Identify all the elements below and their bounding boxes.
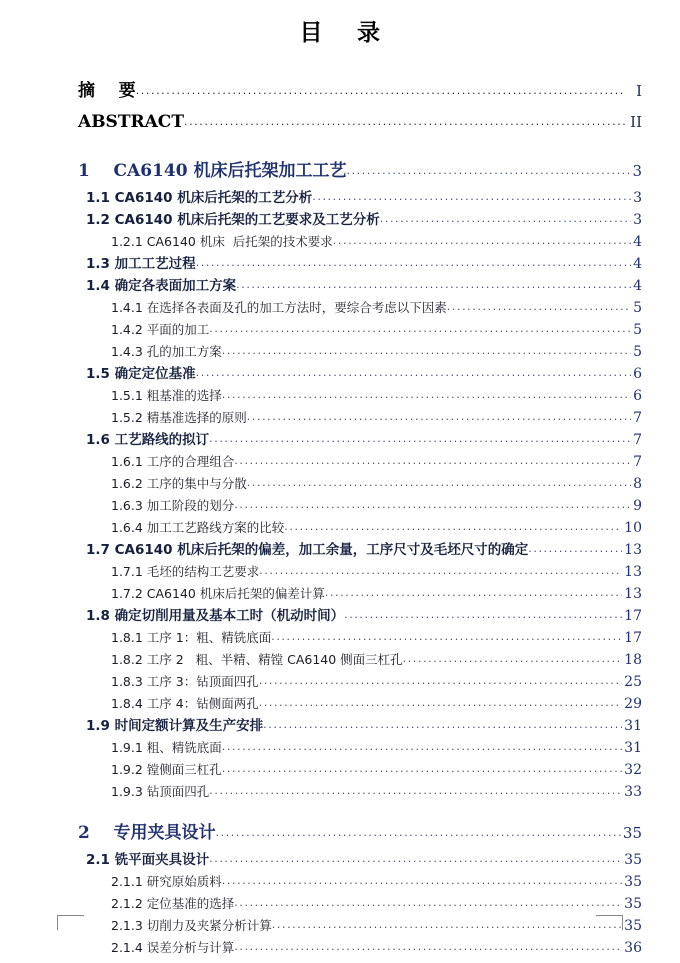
toc-entry-page-number: 35 — [624, 896, 642, 912]
dot-leader — [234, 941, 622, 952]
toc-entry-page-number: 7 — [633, 454, 642, 470]
toc-entry-label: 1.7 CA6140 机床后托架的偏差，加工余量，工序尺寸及毛坯尺寸的确定 — [86, 542, 529, 558]
dot-leader — [236, 279, 631, 290]
toc-entry-label: 1.6.2 工序的集中与分散 — [111, 476, 247, 491]
toc-entry-label: 1.2 CA6140 机床后托架的工艺要求及工艺分析 — [86, 212, 380, 228]
toc-entry-label: 2 专用夹具设计 — [78, 823, 216, 843]
toc-entry-label: 1.9.2 镗侧面三杠孔 — [111, 762, 222, 777]
dot-leader — [196, 367, 631, 378]
crop-mark-bottom-left — [57, 915, 84, 930]
toc-entry-level-3[interactable] — [78, 875, 642, 897]
toc-entry-label: 1.9.3 钻顶面四孔 — [111, 784, 210, 799]
dot-leader — [247, 477, 631, 488]
dot-leader — [325, 587, 622, 598]
dot-leader — [263, 719, 622, 730]
toc-entry-level-3[interactable] — [78, 455, 642, 477]
toc-entry-label: 1.7.2 CA6140 机床后托架的偏差计算 — [111, 586, 325, 601]
toc-entry-page-number: 35 — [622, 824, 642, 842]
toc-entry-label: 1.5.1 粗基准的选择 — [111, 388, 222, 403]
toc-entry-level-2[interactable] — [78, 279, 642, 301]
toc-entry-label: 摘 要 — [78, 81, 136, 101]
dot-leader — [136, 85, 626, 96]
toc-entry-page-number: II — [630, 113, 642, 131]
toc-entry-label: 2.1.3 切削力及夹紧分析计算 — [111, 918, 272, 933]
dot-leader — [528, 543, 622, 554]
toc-entry-level-3[interactable] — [78, 499, 642, 521]
toc-entry-label: 1.8.1 工序 1：粗、精铣底面 — [111, 630, 272, 645]
toc-entry-level-3[interactable] — [78, 631, 642, 653]
toc-entry-level-1[interactable] — [78, 825, 642, 853]
toc-entry-page-number: 29 — [624, 696, 642, 712]
toc-entry-level-3[interactable] — [78, 763, 642, 785]
toc-entry-page-number: 32 — [624, 762, 642, 778]
toc-entry-page-number: I — [636, 82, 642, 100]
dot-leader — [222, 741, 622, 752]
dot-leader — [216, 827, 621, 838]
toc-entry-label: 1 CA6140 机床后托架加工工艺 — [78, 161, 347, 181]
toc-entry-page-number: 5 — [633, 322, 642, 338]
toc-entry-page-number: 17 — [624, 608, 642, 624]
toc-entry-level-3[interactable] — [78, 477, 642, 499]
dot-leader — [380, 213, 631, 224]
dot-leader — [271, 631, 622, 642]
dot-leader — [209, 323, 631, 334]
toc-entry-label: 2.1.1 研究原始质料 — [111, 874, 222, 889]
toc-entry-level-2[interactable] — [78, 213, 642, 235]
front-matter-list — [0, 83, 680, 145]
toc-entry-label: 1.8.2 工序 2 粗、半精、精镗 CA6140 侧面三杠孔 — [111, 652, 403, 667]
toc-entry-page-number: 36 — [624, 940, 642, 956]
dot-leader — [184, 116, 626, 127]
dot-leader — [284, 521, 622, 532]
dot-leader — [222, 875, 622, 886]
toc-entry-level-3[interactable] — [78, 323, 642, 345]
toc-entry-level-3[interactable] — [78, 521, 642, 543]
toc-entry-label: 1.6 工艺路线的拟订 — [86, 432, 210, 448]
toc-entry-page-number: 35 — [624, 852, 642, 868]
toc-entry-page-number: 25 — [624, 674, 642, 690]
toc-entry-level-3[interactable] — [78, 587, 642, 609]
dot-leader — [272, 919, 622, 930]
toc-entry-page-number: 3 — [633, 190, 642, 206]
toc-entry-label: 1.7.1 毛坯的结构工艺要求 — [111, 564, 260, 579]
toc-entry-label: 1.5 确定定位基准 — [86, 366, 196, 382]
toc-entry-page-number: 17 — [624, 630, 642, 646]
toc-entry-level-3[interactable] — [78, 741, 642, 763]
toc-entry-level-3[interactable] — [78, 411, 642, 433]
toc-entry-page-number: 10 — [624, 520, 642, 536]
toc-entry-label: 1.4.1 在选择各表面及孔的加工方法时，要综合考虑以下因素 — [111, 300, 447, 315]
toc-entry-level-3[interactable] — [78, 897, 642, 919]
toc-entry-label: 1.6.3 加工阶段的划分 — [111, 498, 235, 513]
toc-entry-level-2[interactable] — [78, 433, 642, 455]
toc-entry-page-number: 31 — [624, 740, 642, 756]
toc-entry-label: 2.1 铣平面夹具设计 — [86, 852, 210, 868]
toc-entry-page-number: 6 — [633, 366, 642, 382]
toc-entry-page-number: 9 — [633, 498, 642, 514]
dot-leader — [209, 433, 631, 444]
dot-leader — [222, 345, 631, 356]
toc-entry-label: 1.3 加工工艺过程 — [86, 256, 196, 272]
toc-entry-page-number: 35 — [624, 874, 642, 890]
toc-entry-label: 1.8 确定切削用量及基本工时（机动时间） — [86, 608, 345, 624]
dot-leader — [234, 455, 631, 466]
dot-leader — [209, 853, 622, 864]
toc-entry-page-number: 35 — [624, 918, 642, 934]
toc-entry-page-number: 3 — [632, 162, 642, 180]
toc-entry-label: 1.5.2 精基准选择的原则 — [111, 410, 247, 425]
toc-entry-label: 1.6.1 工序的合理组合 — [111, 454, 235, 469]
dot-leader — [346, 165, 630, 176]
toc-entry-label: 1.4 确定各表面加工方案 — [86, 278, 237, 294]
toc-entry-page-number: 13 — [624, 586, 642, 602]
toc-entry-level-3[interactable] — [78, 345, 642, 367]
toc-entry-level-3[interactable] — [78, 653, 642, 675]
dot-leader — [247, 411, 631, 422]
toc-entry-level-2[interactable] — [78, 191, 642, 213]
toc-entry-level-3[interactable] — [78, 941, 642, 963]
toc-entry-level-2[interactable] — [78, 543, 642, 565]
toc-entry-level-1[interactable] — [78, 163, 642, 191]
toc-entry-page-number: 7 — [633, 410, 642, 426]
toc-entry-level-3[interactable] — [78, 697, 642, 719]
toc-entry-label: ABSTRACT — [78, 112, 184, 132]
toc-entry-label: 1.4.3 孔的加工方案 — [111, 344, 222, 359]
front-matter-entry[interactable] — [78, 83, 642, 114]
toc-entry-page-number: 4 — [633, 278, 642, 294]
dot-leader — [333, 235, 631, 246]
toc-entry-label: 1.8.4 工序 4：钻侧面两孔 — [111, 696, 259, 711]
dot-leader — [447, 301, 631, 312]
toc-entry-page-number: 5 — [633, 344, 642, 360]
toc-entry-page-number: 4 — [633, 256, 642, 272]
toc-entry-label: 1.9.1 粗、精铣底面 — [111, 740, 222, 755]
toc-entry-level-2[interactable] — [78, 257, 642, 279]
front-matter-entry[interactable] — [78, 114, 642, 145]
table-of-contents — [0, 163, 680, 963]
toc-entry-level-2[interactable] — [78, 719, 642, 741]
toc-entry-level-2[interactable] — [78, 609, 642, 631]
toc-entry-page-number: 8 — [633, 476, 642, 492]
dot-leader — [259, 565, 622, 576]
page-title: 目 录 — [299, 19, 381, 46]
toc-entry-level-3[interactable] — [78, 565, 642, 587]
toc-entry-label: 1.2.1 CA6140 机床 后托架的技术要求 — [111, 234, 333, 249]
toc-entry-page-number: 18 — [624, 652, 642, 668]
toc-entry-label: 1.8.3 工序 3：钻顶面四孔 — [111, 674, 259, 689]
toc-entry-level-3[interactable] — [78, 235, 642, 257]
toc-entry-page-number: 7 — [633, 432, 642, 448]
toc-entry-level-3[interactable] — [78, 389, 642, 411]
toc-entry-level-3[interactable] — [78, 675, 642, 697]
crop-mark-bottom-right — [596, 915, 623, 930]
dot-leader — [196, 257, 631, 268]
toc-entry-page-number: 13 — [624, 542, 642, 558]
dot-leader — [222, 763, 622, 774]
dot-leader — [259, 697, 622, 708]
dot-leader — [222, 389, 631, 400]
toc-entry-page-number: 6 — [633, 388, 642, 404]
toc-entry-page-number: 3 — [633, 212, 642, 228]
dot-leader — [344, 609, 622, 620]
toc-entry-level-2[interactable] — [78, 367, 642, 389]
toc-entry-label: 1.9 时间定额计算及生产安排 — [86, 718, 264, 734]
toc-entry-page-number: 4 — [633, 234, 642, 250]
dot-leader — [403, 653, 623, 664]
toc-entry-label: 2.1.4 误差分析与计算 — [111, 940, 235, 955]
dot-leader — [312, 191, 631, 202]
toc-entry-label: 1.4.2 平面的加工 — [111, 322, 210, 337]
dot-leader — [259, 675, 622, 686]
toc-entry-page-number: 33 — [624, 784, 642, 800]
toc-entry-page-number: 5 — [633, 300, 642, 316]
toc-entry-level-3[interactable] — [78, 919, 642, 941]
dot-leader — [209, 785, 622, 796]
dot-leader — [234, 499, 631, 510]
toc-entry-page-number: 13 — [624, 564, 642, 580]
toc-entry-label: 2.1.2 定位基准的选择 — [111, 896, 235, 911]
toc-entry-label: 1.1 CA6140 机床后托架的工艺分析 — [86, 190, 313, 206]
toc-entry-level-2[interactable] — [78, 853, 642, 875]
toc-entry-level-3[interactable] — [78, 301, 642, 323]
toc-entry-level-3[interactable] — [78, 785, 642, 807]
dot-leader — [234, 897, 622, 908]
toc-entry-page-number: 31 — [624, 718, 642, 734]
toc-entry-label: 1.6.4 加工工艺路线方案的比较 — [111, 520, 285, 535]
